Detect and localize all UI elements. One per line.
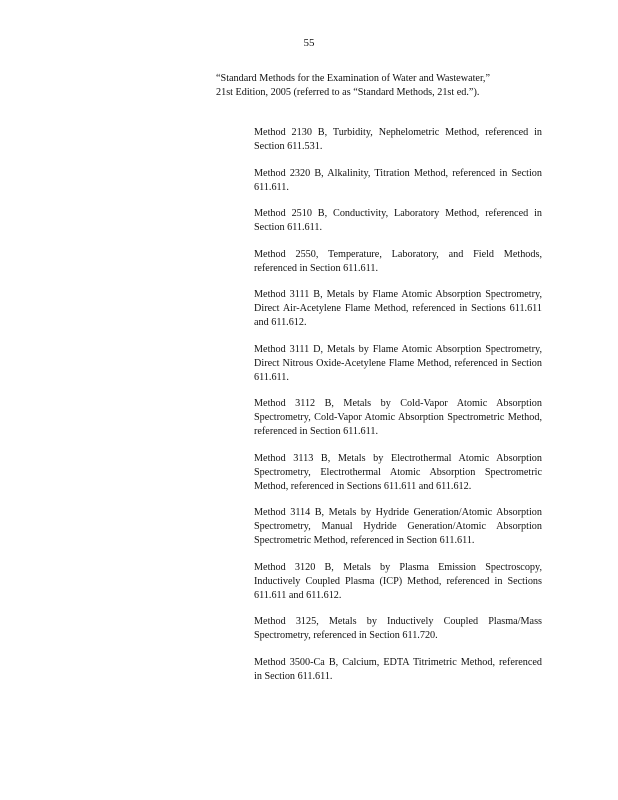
method-list bbox=[254, 126, 542, 696]
method-entry-3500-ca-b: Method 3500-Ca B, Calcium, EDTA Titrimetric Method, referenced in Section 611.611. bbox=[254, 656, 542, 682]
method-entry-2320b: Method 2320 B, Alkalinity, Titration Method, referenced in Section 611.611. bbox=[254, 167, 542, 193]
method-entry-3125: Method 3125, Metals by Inductively Coupled Plasma/Mass Spectrometry, referenced in Section 611.720. bbox=[254, 616, 542, 641]
method-entry-3113b: Method 3113 B, Metals by Electrothermal Atomic Absorption Spectrometry, Electrothermal Atomic Absorption Spectrometric Method, referenced in Sections 611.611 and 611.612. bbox=[254, 452, 542, 492]
page-number: 55 bbox=[303, 37, 315, 49]
intro-reference: “Standard Methods for the Examination of Water and Wastewater,” 21st Edition, 2005 (referred to as “Standard Methods, 21st ed.”). bbox=[216, 73, 490, 98]
method-entry-3120b: Method 3120 B, Metals by Plasma Emission Spectroscopy, Inductively Coupled Plasma (ICP) Method, referenced in Sections 611.611 and 611.612. bbox=[254, 561, 542, 601]
method-entry-3111b: Method 3111 B, Metals by Flame Atomic Absorption Spectrometry, Direct Air-Acetylene Flame Method, referenced in Sections 611.611 and 611.612. bbox=[254, 289, 542, 328]
method-entry-3111d: Method 3111 D, Metals by Flame Atomic Absorption Spectrometry, Direct Nitrous Oxide-Acetylene Flame Method, referenced in Section 611.611. bbox=[254, 343, 542, 383]
method-entry-3112b: Method 3112 B, Metals by Cold-Vapor Atomic Absorption Spectrometry, Cold-Vapor Atomic Absorption Spectrometric Method, referenced in Section 611.611. bbox=[254, 398, 542, 437]
method-entry-2510b: Method 2510 B, Conductivity, Laboratory Method, referenced in Section 611.611. bbox=[254, 208, 542, 233]
method-entry-2130b: Method 2130 B, Turbidity, Nephelometric Method, referenced in Section 611.531. bbox=[254, 127, 542, 152]
method-entry-3114b: Method 3114 B, Metals by Hydride Generation/Atomic Absorption Spectrometry, Manual Hydride Generation/Atomic Absorption Spectrometric Method, referenced in Section 611.611. bbox=[254, 507, 542, 546]
method-entry-2550: Method 2550, Temperature, Laboratory, and Field Methods, referenced in Section 611.611. bbox=[254, 248, 542, 274]
